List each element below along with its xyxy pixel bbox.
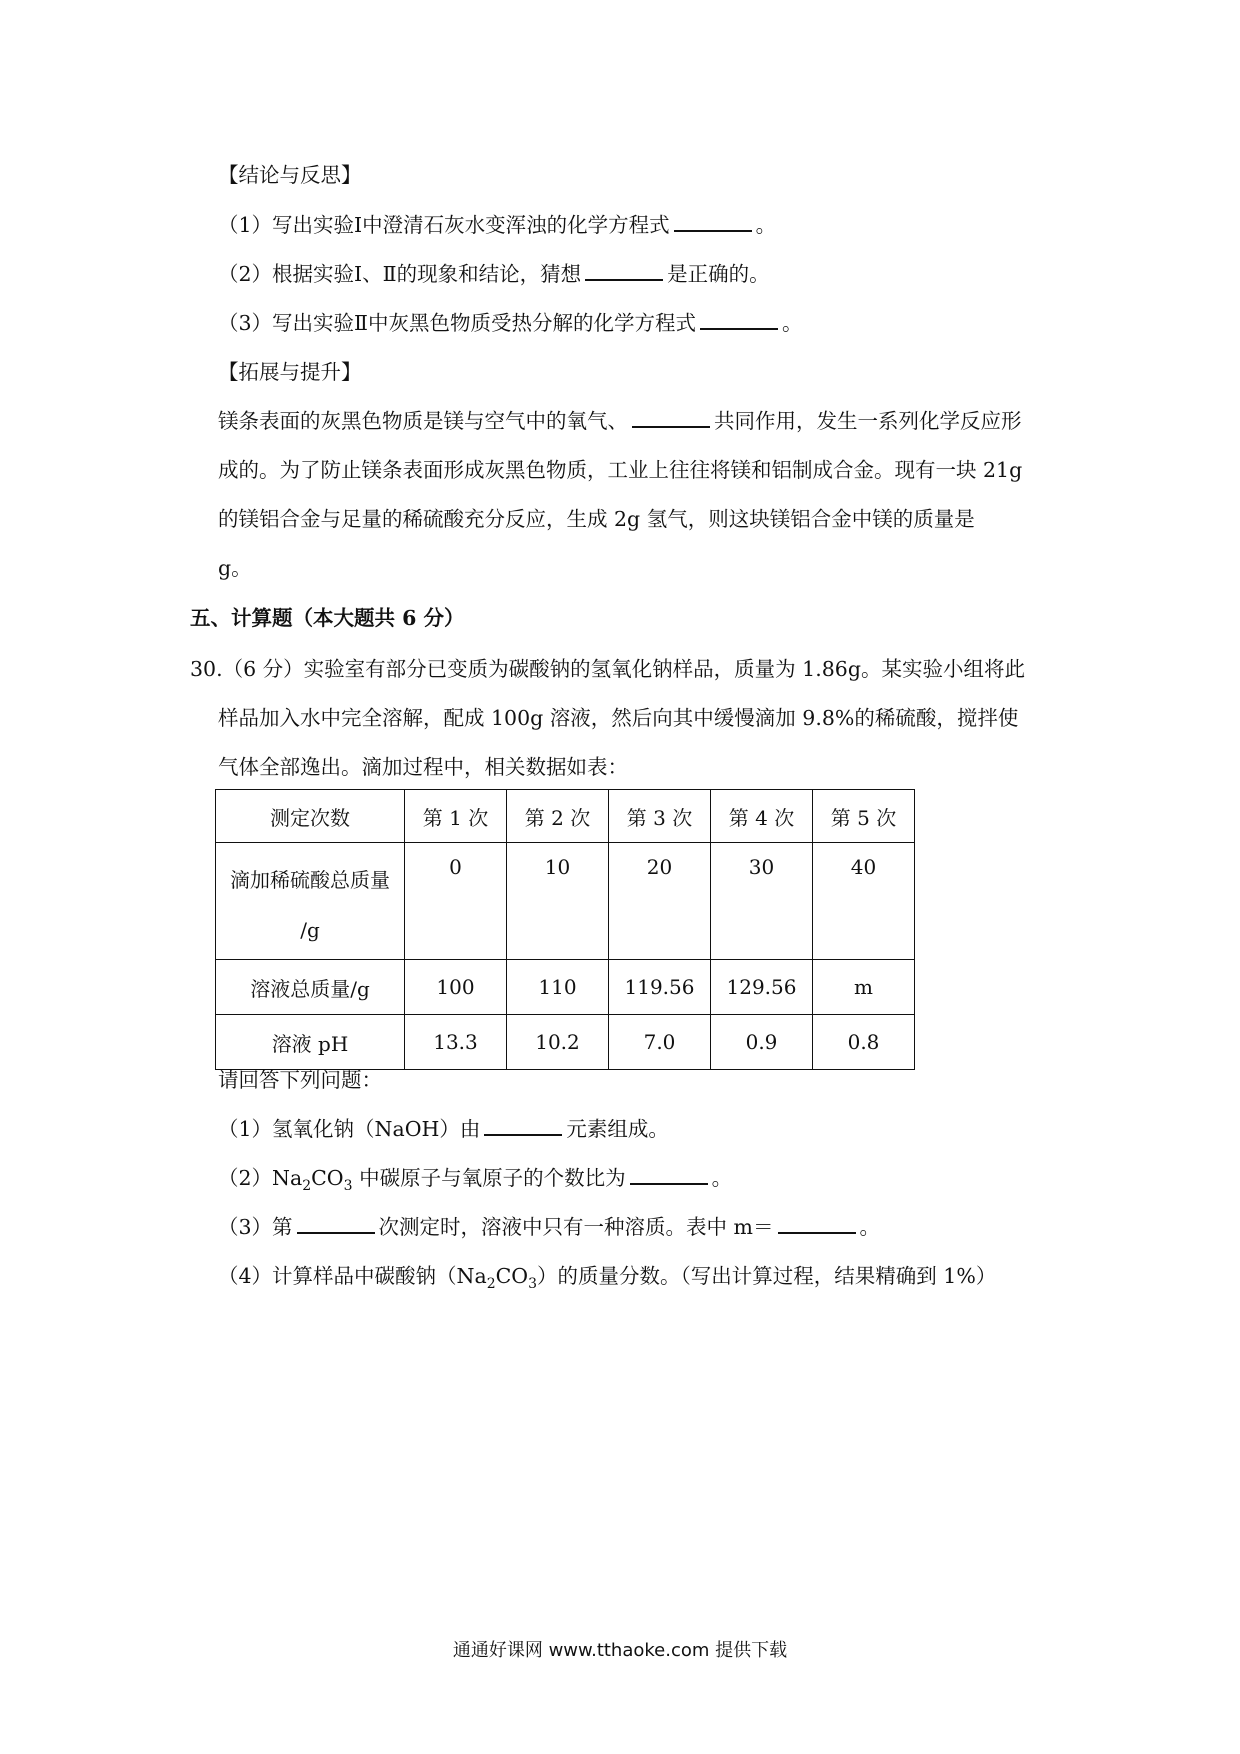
table-header-cell: 第 3 次 [609,790,711,843]
s3-end: 。 [859,1215,881,1239]
conclusion-question-3 [218,308,802,338]
q3-text: （3）写出实验Ⅱ中灰黑色物质受热分解的化学方程式 [218,311,696,335]
table-cell: 110 [507,960,609,1015]
s2-subscript-1: 2 [302,1178,312,1195]
table-cell: m [813,960,915,1015]
extension-line-3: 的镁铝合金与足量的稀硫酸充分反应，生成 2g 氢气，则这块镁铝合金中镁的质量是 [218,507,975,531]
ext-l1-end: 共同作用，发生一系列化学反应形 [714,409,1022,433]
table-cell: 13.3 [405,1015,507,1070]
s2-answer-blank [630,1163,708,1185]
extension-line-2: 成的。为了防止镁条表面形成灰黑色物质，工业上往往将镁和铝制成合金。现有一块 21g [218,458,1023,482]
q30-line-1: 30.（6 分）实验室有部分已变质为碳酸钠的氢氧化钠样品，质量为 1.86g。某实验小组将此 [190,657,1025,681]
s3-answer-blank-2 [778,1212,856,1234]
q30-sub-1 [218,1114,669,1144]
q3-end: 。 [781,311,803,335]
extension-line-4: g。 [218,556,252,580]
table-row [216,960,915,1015]
s2-text-b: CO [311,1166,344,1190]
table-cell: 100 [405,960,507,1015]
q30-sub-2 [218,1163,732,1193]
s3-text: （3）第 [218,1215,293,1239]
s4-text-a: （4）计算样品中碳酸钠（Na [218,1264,487,1288]
s3-mid: 次测定时，溶液中只有一种溶质。表中 m＝ [378,1215,774,1239]
s4-subscript-1: 2 [486,1276,496,1293]
s4-text-c: ）的质量分数。（写出计算过程，结果精确到 1%） [537,1264,997,1288]
table-row-label: 溶液 pH [216,1015,405,1070]
q30-line-3: 气体全部逸出。滴加过程中，相关数据如表： [218,755,628,779]
s2-end: 。 [711,1166,733,1190]
q3-answer-blank [700,308,778,330]
s2-text-c: 中碳原子与氧原子的个数比为 [352,1166,626,1190]
table-row-label [216,843,405,960]
q2-answer-blank [585,259,663,281]
page-footer: 通通好课网 www.tthaoke.com 提供下载 [452,1640,788,1661]
s1-answer-blank [484,1114,562,1136]
q2-text: （2）根据实验Ⅰ、Ⅱ的现象和结论，猜想 [218,262,582,286]
table-header-cell: 第 1 次 [405,790,507,843]
table-cell: 10 [507,843,609,960]
table-cell: 20 [609,843,711,960]
s2-text-a: （2）Na [218,1166,303,1190]
s2-subscript-2: 3 [343,1178,353,1195]
section-5-heading: 五、计算题（本大题共 6 分） [190,606,465,630]
table-row [216,843,915,960]
table-cell: 0.9 [711,1015,813,1070]
table-cell: 30 [711,843,813,960]
s4-subscript-2: 3 [528,1276,538,1293]
q30-line-2: 样品加入水中完全溶解，配成 100g 溶液，然后向其中缓慢滴加 9.8%的稀硫酸，搅拌使 [218,706,1019,730]
table-header-cell: 第 4 次 [711,790,813,843]
table-cell: 0 [405,843,507,960]
conclusion-heading: 【结论与反思】 [218,163,362,187]
conclusion-question-1 [218,210,776,240]
table-header-row [216,790,915,843]
table-cell: 0.8 [813,1015,915,1070]
q30-sub-4 [218,1261,996,1291]
q2-end: 是正确的。 [667,262,770,286]
extension-line-1 [218,406,1022,436]
table-header-cell: 第 5 次 [813,790,915,843]
table-cell: 129.56 [711,960,813,1015]
q1-text: （1）写出实验Ⅰ中澄清石灰水变浑浊的化学方程式 [218,213,670,237]
s4-text-b: CO [495,1264,529,1288]
ext-answer-blank [632,406,710,428]
answer-prompt: 请回答下列问题： [218,1068,382,1092]
table-header-cell: 测定次数 [216,790,405,843]
table-cell: 119.56 [609,960,711,1015]
table-cell: 40 [813,843,915,960]
ext-l1-text: 镁条表面的灰黑色物质是镁与空气中的氧气、 [218,409,628,433]
s3-answer-blank-1 [297,1212,375,1234]
q1-answer-blank [674,210,752,232]
s1-text: （1）氢氧化钠（NaOH）由 [218,1117,481,1141]
extension-heading: 【拓展与提升】 [218,360,362,384]
table-header-cell: 第 2 次 [507,790,609,843]
table-cell: 7.0 [609,1015,711,1070]
measurement-table [215,789,915,1070]
s1-end: 元素组成。 [566,1117,669,1141]
q1-end: 。 [755,213,777,237]
q30-sub-3 [218,1212,880,1242]
table-cell: 10.2 [507,1015,609,1070]
conclusion-question-2 [218,259,770,289]
row-label-line-2: /g [300,918,320,942]
table-row [216,1015,915,1070]
table-row-label: 溶液总质量/g [216,960,405,1015]
row-label-line-1: 滴加稀硫酸总质量 [230,868,390,892]
